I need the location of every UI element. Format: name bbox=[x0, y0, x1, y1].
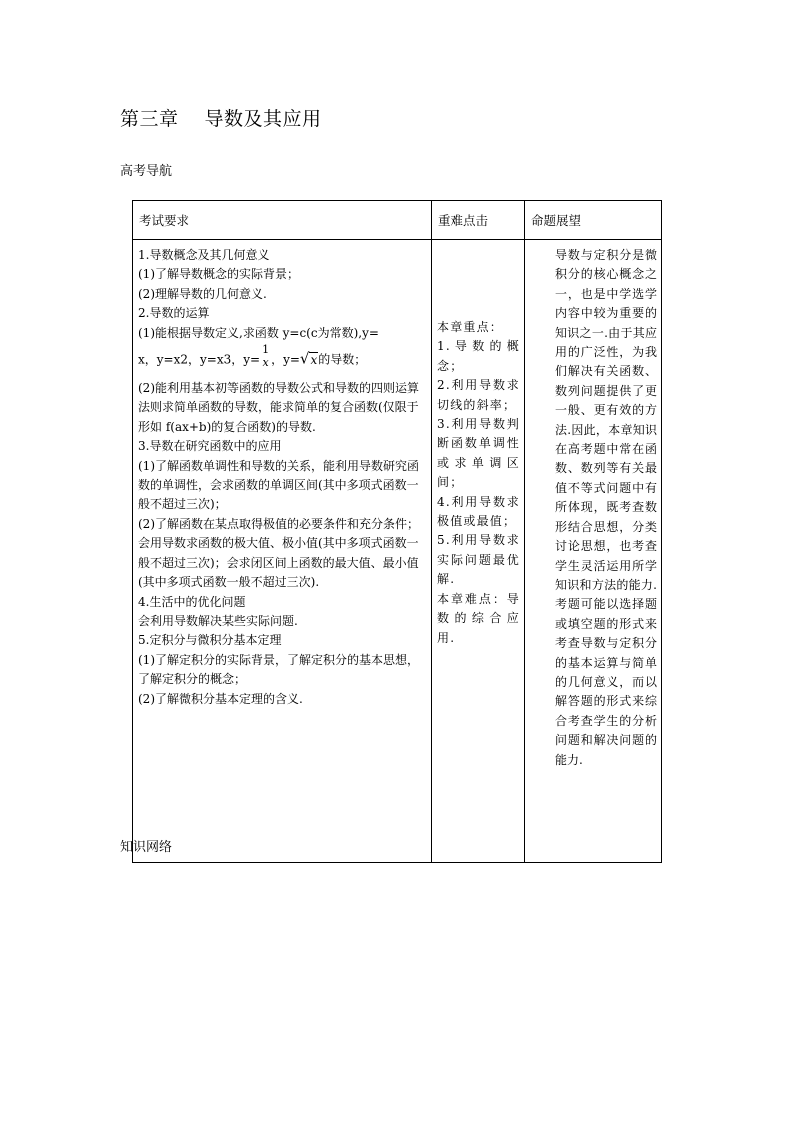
outlook-cell bbox=[525, 240, 662, 863]
focus-line: 本章重点： bbox=[437, 320, 504, 334]
sqrt-radicand: x bbox=[310, 352, 318, 367]
requirement-line: 5.定积分与微积分基本定理 bbox=[138, 633, 282, 648]
requirement-line: (1)了解定积分的实际背景，了解定积分的基本思想，了解定积分的概念； bbox=[138, 652, 420, 687]
requirement-line: (2)理解导数的几何意义. bbox=[138, 286, 267, 301]
exam-guide-table bbox=[132, 200, 662, 863]
fraction-one-over-x bbox=[262, 343, 269, 369]
requirements-cell bbox=[133, 240, 432, 863]
requirement-line: (1)了解导数概念的实际背景； bbox=[138, 267, 299, 282]
chapter-title: 第三章 导数及其应用 bbox=[120, 108, 322, 130]
requirement-line: (2)了解微积分基本定理的含义. bbox=[138, 691, 303, 706]
requirement-line: (1)了解函数单调性和导数的关系，能利用导数研究函数的单调性，会求函数的单调区间(其中多项式函数一般不超过三次)； bbox=[138, 458, 420, 512]
requirement-line: (2)了解函数在某点取得极值的必要条件和充分条件；会用导数求函数的极大值、极小值(其中多项式函数一般不超过三次)；会求闭区间上函数的最大值、最小值(其中多项式函数一般不超过三次). bbox=[138, 516, 420, 590]
focus-cell bbox=[432, 240, 525, 863]
requirement-line: 2.导数的运算 bbox=[138, 306, 210, 321]
header-outlook: 命题展望 bbox=[525, 201, 662, 240]
table-body-row bbox=[133, 240, 662, 863]
requirement-line: 4.生活中的优化问题 bbox=[138, 594, 246, 609]
requirement-line: 3.导数在研究函数中的应用 bbox=[138, 439, 282, 454]
focus-line: 5.利用导数求实际问题最优解. bbox=[437, 533, 520, 587]
formula-tail: 的导数； bbox=[318, 352, 367, 367]
header-requirements: 考试要求 bbox=[133, 201, 432, 240]
table-header-row bbox=[133, 201, 662, 240]
focus-line: 本章难点：导数的综合应用. bbox=[437, 591, 520, 645]
focus-line: 2.利用导数求切线的斜率； bbox=[437, 378, 520, 412]
header-focus: 重难点击 bbox=[432, 201, 525, 240]
requirement-line: (2)能利用基本初等函数的导数公式和导数的四则运算法则求简单函数的导数，能求简单的复合函数(仅限于形如 f(ax+b)的复合函数)的导数. bbox=[138, 381, 420, 434]
formula-mid: ，y= bbox=[271, 352, 300, 367]
outlook-paragraph: 导数与定积分是微积分的核心概念之一，也是中学选学内容中较为重要的知识之一.由于其应用的广泛性，为我们解决有关函数、数列问题提供了更一般、更有效的方法.因此，本章知识在高考题中常在函数、数列等有关最值不等式问题中有所体现，既考查数形结合思想，分类讨论思想，也考查学生灵活运用所学知识和方法的能力.考题可能以选择题或填空题的形式来考查导数与定积分的基本运算与简单的几何意义，而以解答题的形式来综合考查学生的分析问题和解决问题的能力. bbox=[555, 248, 657, 767]
fraction-numerator: 1 bbox=[262, 343, 270, 357]
formula-lead: x，y=x2，y=x3，y= bbox=[138, 352, 261, 367]
section-title-knowledge-network: 知识网络 bbox=[120, 840, 173, 855]
requirement-line: 1.导数概念及其几何意义 bbox=[138, 248, 270, 262]
fraction-denominator: x bbox=[262, 356, 269, 370]
requirement-line: 会利用导数解决某些实际问题. bbox=[138, 613, 298, 628]
focus-line: 4.利用导数求极值或最值； bbox=[437, 494, 520, 529]
focus-line: 3.利用导数判断函数单调性或求单调区间； bbox=[437, 417, 520, 490]
requirement-line: (1)能根据导数定义,求函数 y=c(c为常数),y= bbox=[138, 325, 379, 340]
derivative-formula-line bbox=[138, 343, 427, 373]
focus-line: 1.导数的概念； bbox=[437, 339, 520, 373]
sqrt-icon: √ bbox=[299, 349, 310, 368]
section-title-exam-guide: 高考导航 bbox=[120, 164, 173, 179]
